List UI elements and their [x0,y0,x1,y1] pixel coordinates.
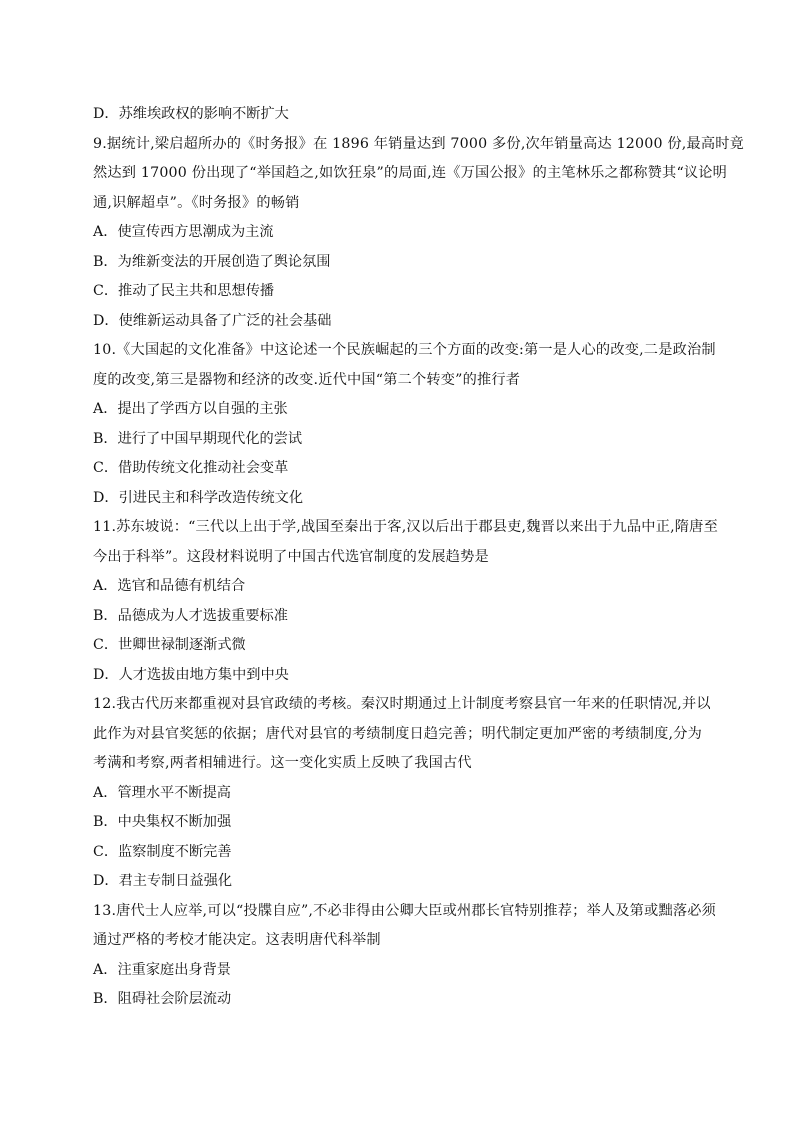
question-13 [93,897,716,1015]
option-text: 阻碍社会阶层流动 [117,991,232,1007]
question-9-option-c [93,277,698,307]
question-10-option-b [93,425,698,455]
option-text: 中央集权不断加强 [117,814,232,830]
question-9-stem-line: 然达到 17000 份出现了“举国趋之,如饮狂泉”的局面,连《万国公报》的主笔林乐之都称赞其“议论明 [93,165,728,181]
question-10-option-d [93,484,698,514]
question-13-stem-line: 13.唐代士人应举,可以“投牒自应”,不必非得由公卿大臣或州郡长官特别推荐；举人及第或黜落必须 [93,902,716,919]
option-text: 监察制度不断完善 [118,843,232,860]
option-text: 借助传统文化推动社会变革 [118,460,289,476]
question-13-stem-line: 通过严格的考校才能决定。这表明唐代科举制 [93,932,381,948]
question-12-stem-line: 12.我古代历来都重视对县官政绩的考核。秦汉时期通过上计制度考察县官一年来的任职情况,并以 [93,696,711,712]
option-text: 使宣传西方思潮成为主流 [117,224,274,240]
question-12-option-c [93,838,698,868]
option-text: 注重家庭出身背景 [117,961,231,978]
option-text: 君主专制日益强化 [118,873,233,889]
option-text: 引进民主和科学改造传统文化 [118,489,304,506]
option-text: 管理水平不断提高 [117,784,231,801]
option-text: 世卿世禄制逐渐式微 [118,637,246,653]
option-letter: A． [93,224,118,240]
option-text: 进行了中国早期现代化的尝试 [117,430,303,447]
question-9-stem-line: 通,识解超卓”。《时务报》的畅销 [93,194,300,211]
option-letter: B． [93,991,118,1007]
question-8 [93,100,698,130]
option-text: 提出了学西方以自强的主张 [117,401,288,417]
option-letter: A． [93,578,118,594]
question-10-option-a [93,395,698,425]
option-letter: B． [93,607,118,624]
question-9-option-a [93,218,698,248]
question-11 [93,513,718,690]
question-12 [93,690,711,897]
question-11-stem-line: 今出于科举”。这段材料说明了中国古代选官制度的发展趋势是 [93,548,489,565]
option-letter: D． [93,489,119,506]
question-12-option-b [93,808,698,838]
option-text: 推动了民主共和思想传播 [118,283,275,299]
option-letter: A． [93,784,118,801]
question-12-option-d [93,867,698,897]
question-12-stem-line: 考满和考察,两者相辅进行。这一变化实质上反映了我国古代 [93,755,472,771]
question-9-stem-line: 9.据统计,梁启超所办的《时务报》在 1896 年销量达到 7000 多份,次年销量高达 12000 份,最高时竟 [93,135,745,152]
question-11-option-a [93,572,698,602]
question-11-option-d [93,661,698,691]
option-text: 人才选拔由地方集中到中央 [118,666,289,683]
question-9-option-b [93,248,698,278]
question-10-stem-line: 10.《大国起的文化准备》中这论述一个民族崛起的三个方面的改变:第一是人心的改变,二是政治制 [93,342,716,358]
question-11-stem-line: 11.苏东坡说：“三代以上出于学,战国至秦出于客,汉以后出于郡县吏,魏晋以来出于九品中正,隋唐至 [93,519,718,535]
question-8-option-d [93,100,698,130]
option-letter: A． [93,961,118,978]
option-letter: D． [93,106,119,122]
option-letter: C． [93,637,119,653]
question-12-option-a [93,779,698,809]
option-letter: D． [93,666,119,683]
option-text: 苏维埃政权的影响不断扩大 [118,106,289,122]
option-letter: D． [93,312,119,329]
option-letter: C． [93,460,119,476]
option-text: 品德成为人才选拔重要标准 [117,607,288,624]
option-text: 为维新变法的开展创造了舆论氛围 [117,253,331,270]
option-letter: B． [93,253,118,270]
question-13-option-a [93,956,698,986]
option-letter: B． [93,814,118,830]
option-letter: A． [93,401,118,417]
option-text: 使维新运动具备了广泛的社会基础 [118,312,332,329]
document-content [93,100,745,1015]
option-letter: B． [93,430,118,447]
option-letter: C． [93,843,119,860]
question-9 [93,130,745,337]
question-10-stem-line: 度的改变,第三是器物和经济的改变.近代中国“第二个转变”的推行者 [93,371,521,388]
question-10-option-c [93,454,698,484]
option-letter: D． [93,873,119,889]
question-11-option-b [93,602,698,632]
question-13-option-b [93,985,698,1015]
question-10 [93,336,716,513]
question-12-stem-line: 此作为对县官奖惩的依据；唐代对县官的考绩制度日趋完善；明代制定更加严密的考绩制度,分为 [93,725,702,742]
option-letter: C． [93,283,119,299]
question-9-option-d [93,307,698,337]
option-text: 选官和品德有机结合 [117,578,246,594]
question-11-option-c [93,631,698,661]
